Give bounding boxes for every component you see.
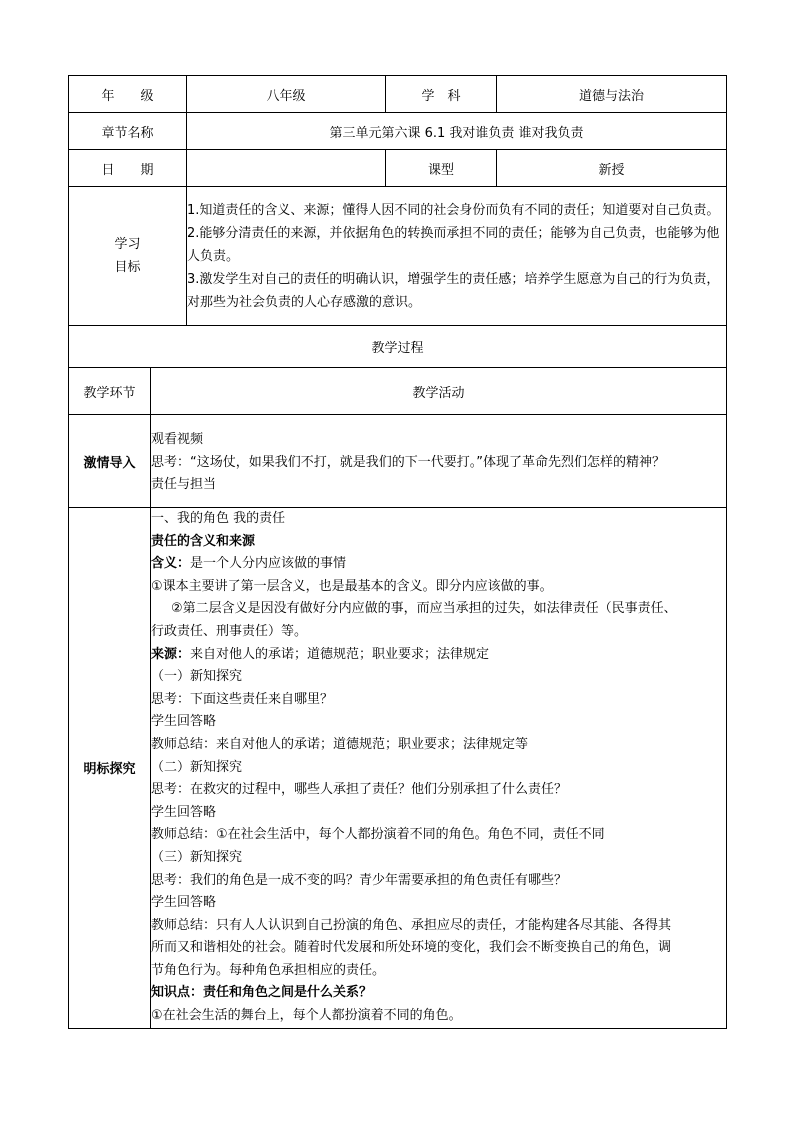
summary-1: 教师总结：来自对他人的承诺；道德规范；职业要求；法律规定等 [151,736,529,752]
answer-2: 学生回答略 [151,804,217,820]
intro-row [69,415,727,508]
goals-label [69,187,187,326]
goal-item-3: 3.激发学生对自己的责任的明确认识，增强学生的责任感；培养学生愿意为自己的行为负责，对那些为社会负责的人心存感激的意识。 [187,271,720,310]
goal-item-2: 2.能够分清责任的来源，并依据角色的转换而承担不同的责任；能够为自己负责，也能够为他人负责。 [187,225,720,264]
source-line [151,644,726,667]
date-label: 日 期 [69,150,187,187]
grade-value: 八年级 [187,76,386,113]
summary-2: 教师总结：①在社会生活中，每个人都扮演着不同的角色。角色不同，责任不同 [151,827,605,843]
source-label: 来源： [151,646,191,662]
type-value: 新授 [497,150,727,187]
goals-content [187,187,727,326]
activity-column-header: 教学活动 [151,368,727,415]
summary-3-line3: 节角色行为。每种角色承担相应的责任。 [151,962,386,978]
summary-3-line2: 所而又和谐相处的社会。随着时代发展和所处环境的变化，我们会不断变换自己的角色，调 [151,940,672,956]
explore-row [69,508,727,1029]
intro-line-2: 思考：“这场仗，如果我们不打，就是我们的下一代要打。”体现了革命先烈们怎样的精神？ [151,454,665,470]
explore-content [151,508,727,1029]
chapter-value: 第三单元第六课 6.1 我对谁负责 谁对我负责 [187,113,727,150]
meaning-two-line1: ②第二层含义是因没有做好分内应做的事，而应当承担的过失，如法律责任（民事责任、 [171,601,677,617]
intro-line-3: 责任与担当 [151,477,217,493]
subject-label: 学 科 [386,76,497,113]
goals-label-line1: 学习 [114,237,141,252]
process-title: 教学过程 [69,326,727,368]
definition-label: 含义： [151,556,191,572]
source-text: 来自对他人的承诺；道德规范；职业要求；法律规定 [190,646,490,662]
think-1: 思考：下面这些责任来自哪里？ [151,691,334,707]
chapter-row [69,113,727,150]
think-3: 思考：我们的角色是一成不变的吗？青少年需要承担的角色责任有哪些？ [151,872,568,888]
process-columns-row [69,368,727,415]
knowledge-point: 知识点：责任和角色之间是什么关系？ [151,985,373,1001]
explore-stage-label: 明标探究 [69,508,151,1029]
meaning-one: ①课本主要讲了第一层含义，也是最基本的含义。即分内应该做的事。 [151,578,553,594]
answer-3: 学生回答略 [151,895,217,911]
goals-row [69,187,727,326]
stage-column-header: 教学环节 [69,368,151,415]
subject-value: 道德与法治 [497,76,727,113]
goal-item-1: 1.知道责任的含义、来源；懂得人因不同的社会身份而负有不同的责任；知道要对自己负责。 [187,202,720,218]
intro-stage-label: 激情导入 [69,415,151,508]
subsection-3: （三）新知探究 [151,849,243,865]
grade-label: 年 级 [69,76,187,113]
definition-line [151,553,726,576]
section-title: 一、我的角色 我的责任 [151,511,286,526]
intro-content [151,415,727,508]
date-row [69,150,727,187]
answer-1: 学生回答略 [151,714,217,730]
chapter-label: 章节名称 [69,113,187,150]
grade-row [69,76,727,113]
goals-label-line2: 目标 [114,260,141,275]
summary-3-line1: 教师总结：只有人人认识到自己扮演的角色、承担应尽的责任，才能构建各尽其能、各得其 [151,917,672,933]
think-2: 思考：在救灾的过程中，哪些人承担了责任？他们分别承担了什么责任？ [151,782,568,798]
last-line: ①在社会生活的舞台上，每个人都扮演着不同的角色。 [151,1008,462,1024]
heading-meaning-source: 责任的含义和来源 [151,533,256,549]
subsection-2: （二）新知探究 [151,759,243,775]
date-value [187,150,386,187]
intro-line-1: 观看视频 [151,432,204,448]
process-title-row [69,326,727,368]
subsection-1: （一）新知探究 [151,669,243,685]
definition-text: 是一个人分内应该做的事情 [190,556,347,572]
lesson-plan-table [68,75,727,1029]
type-label: 课型 [386,150,497,187]
meaning-two-line2: 行政责任、刑事责任）等。 [151,623,308,639]
